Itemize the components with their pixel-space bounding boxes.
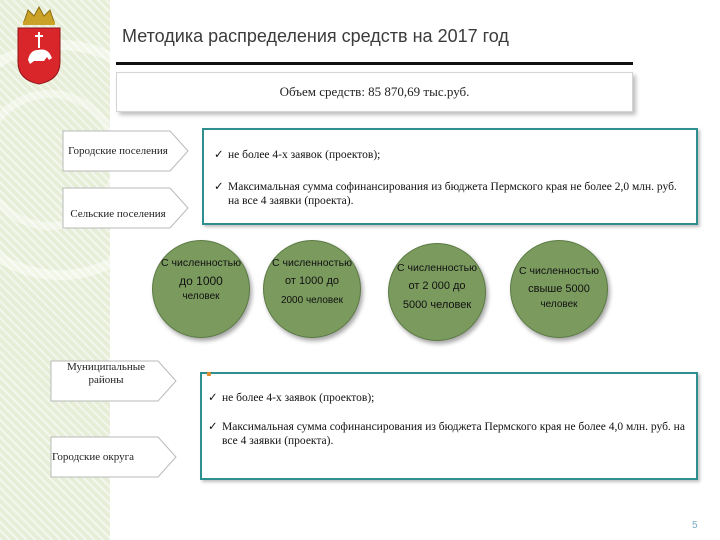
category-city-districts	[50, 436, 178, 478]
checkmark-icon: ✓	[214, 181, 224, 193]
settlements-conditions-box	[202, 128, 698, 225]
checkmark-icon: ✓	[208, 421, 218, 433]
condition-item: ✓ не более 4-х заявок (проектов);	[208, 392, 375, 404]
category-rural-settlements	[62, 187, 190, 229]
population-group-circle: С численностью от 1000 до 2000 человек	[263, 240, 361, 338]
category-label: Муниципальные районы	[66, 361, 146, 386]
districts-conditions-box	[200, 372, 698, 480]
checkmark-icon: ✓	[214, 149, 224, 161]
page-number: 5	[692, 520, 698, 531]
category-label: Городские округа	[52, 450, 135, 463]
decorative-dot	[207, 372, 211, 376]
population-group-circle: С численностью от 2 000 до 5000 человек	[388, 243, 486, 341]
budget-box	[116, 72, 633, 112]
slide-title: Методика распределения средств на 2017 год	[122, 26, 509, 46]
condition-item: ✓ Максимальная сумма софинансирования из бюджета Пермского края не более 4,0 млн. руб. на все 4 заявки (проекта).	[208, 421, 685, 447]
budget-text: Объем средств: 85 870,69 тыс.руб.	[279, 84, 470, 99]
category-label: Городские поселения	[68, 144, 168, 157]
population-group-circle: С численностью свыше 5000 человек	[510, 240, 608, 338]
category-label: Сельские поселения	[70, 207, 166, 220]
population-group-circle: С численностью до 1000 человек	[152, 240, 250, 338]
title-underline	[116, 62, 633, 65]
category-urban-settlements	[62, 130, 190, 172]
perm-krai-coat-of-arms-icon	[14, 4, 64, 86]
condition-item: ✓ Максимальная сумма софинансирования из бюджета Пермского края не более 2,0 млн. руб. на все 4 заявки (проекта).	[214, 181, 677, 207]
condition-item: ✓ не более 4-х заявок (проектов);	[214, 149, 381, 161]
checkmark-icon: ✓	[208, 392, 218, 404]
category-municipal-districts	[50, 360, 178, 402]
